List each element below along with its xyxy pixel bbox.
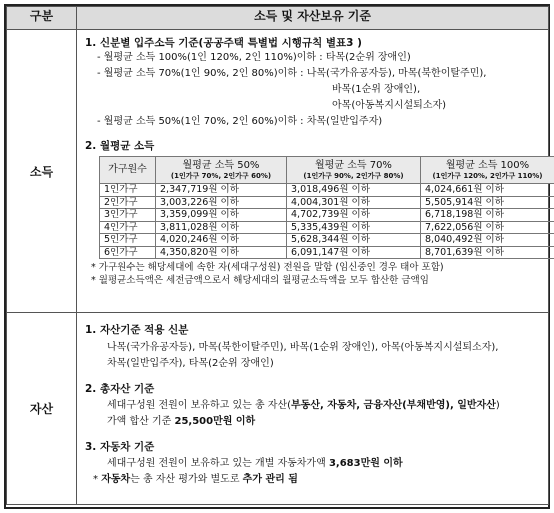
household-size: 4인가구 [100, 221, 156, 234]
income-line-4: 아목(아동복지시설퇴소자) [332, 100, 447, 111]
col-50-header: 월평균 소득 50% [182, 159, 260, 171]
asset-types: 부동산, 자동차, 금융자산(부채반영), 일반자산 [291, 400, 496, 411]
income-50: 3,359,099원 이하 [156, 209, 287, 222]
asset-s2-line-2 [85, 414, 548, 430]
income-label: 소득 [7, 30, 77, 313]
criteria-table [6, 6, 549, 505]
income-note-1: * 가구원수는 해당세대에 속한 자(세대구성원) 전원을 말함 (임신중인 경우 태아 포함) [91, 262, 444, 273]
monthly-income-header [100, 157, 554, 184]
income-70: 5,628,344원 이하 [287, 234, 421, 247]
col-100-header: 월평균 소득 100% [445, 159, 530, 171]
col-50-subheader: (1인가구 70%, 2인가구 60%) [170, 171, 272, 180]
table-row [100, 221, 554, 234]
income-50: 3,811,028원 이하 [156, 221, 287, 234]
income-100: 6,718,198원 이하 [421, 209, 554, 222]
household-size: 5인가구 [100, 234, 156, 247]
income-70: 4,004,301원 이하 [287, 196, 421, 209]
header-category: 구분 [7, 7, 77, 30]
monthly-income-table [99, 156, 554, 259]
income-100: 8,701,639원 이하 [421, 246, 554, 259]
income-50: 4,350,820원 이하 [156, 246, 287, 259]
note-star: * [93, 474, 102, 485]
table-row [100, 234, 554, 247]
income-100: 5,505,914원 이하 [421, 196, 554, 209]
asset-s2-sum-text: 가액 합산 기준 [107, 416, 175, 427]
asset-label: 자산 [7, 313, 77, 505]
asset-section3-title: 3. 자동차 기준 [85, 441, 155, 453]
asset-s2-close: ) [495, 400, 500, 411]
income-100: 4,024,661원 이하 [421, 184, 554, 197]
household-size: 2인가구 [100, 196, 156, 209]
asset-section1-title: 1. 자산기준 적용 신분 [85, 324, 189, 336]
total-asset-limit: 25,500만원 이하 [174, 416, 256, 427]
household-size: 6인가구 [100, 246, 156, 259]
income-note-2: * 월평균소득액은 세전금액으로서 해당세대의 월평균소득액을 모두 합산한 금액임 [91, 275, 429, 286]
income-50: 2,347,719원 이하 [156, 184, 287, 197]
income-line-2: - 월평균 소득 70%(1인 90%, 2인 80%)이하 : 나목(국가유공자등), 마목(북한이탈주민), [97, 68, 487, 79]
income-line-5: - 월평균 소득 50%(1인 70%, 2인 60%)이하 : 차목(일반입주자) [97, 116, 383, 127]
header-criteria: 소득 및 자산보유 기준 [77, 7, 549, 30]
table-row [100, 196, 554, 209]
asset-s2-text: 세대구성원 전원이 보유하고 있는 총 자산( [107, 400, 292, 411]
income-content [77, 30, 549, 313]
income-section2-title: 2. 월평균 소득 [85, 140, 155, 152]
income-70: 6,091,147원 이하 [287, 246, 421, 259]
asset-section2-title: 2. 총자산 기준 [85, 383, 155, 395]
income-50: 4,020,246원 이하 [156, 234, 287, 247]
income-line-3: 바목(1순위 장애인), [332, 84, 421, 95]
income-70: 4,702,739원 이하 [287, 209, 421, 222]
asset-s1-line-1: 나목(국가유공자등), 마목(북한이탈주민), 바목(1순위 장애인), 아목(아동복지시설퇴소자), [107, 342, 499, 353]
asset-s1-line-2: 차목(일반입주자), 타목(2순위 장애인) [107, 358, 274, 369]
household-size: 3인가구 [100, 209, 156, 222]
asset-content [77, 313, 549, 505]
income-70: 5,335,439원 이하 [287, 221, 421, 234]
note-vehicle: 자동차 [101, 474, 131, 485]
income-line-1: - 월평균 소득 100%(1인 120%, 2인 110%)이하 : 타목(2순위 장애인) [97, 52, 411, 63]
header-row [7, 7, 549, 30]
income-row [7, 30, 549, 313]
col-100-subheader: (1인가구 120%, 2인가구 110%) [432, 171, 543, 180]
income-100: 7,622,056원 이하 [421, 221, 554, 234]
income-70: 3,018,496원 이하 [287, 184, 421, 197]
income-100: 8,040,492원 이하 [421, 234, 554, 247]
income-section1-title: 1. 신분별 입주소득 기준(공공주택 특별법 시행규칙 별표3 ) [85, 37, 362, 49]
note-text: 는 총 자산 평가와 별도로 [130, 474, 243, 485]
asset-s3-note [85, 472, 548, 488]
asset-row [7, 313, 549, 505]
col-70-header: 월평균 소득 70% [315, 159, 392, 171]
asset-s2-line-1 [85, 398, 548, 414]
vehicle-text: 세대구성원 전원이 보유하고 있는 개별 자동차가액 [107, 458, 329, 469]
table-row [100, 209, 554, 222]
household-size-header: 가구원수 [108, 164, 147, 175]
asset-s3-line-1 [85, 456, 548, 472]
col-70-subheader: (1인가구 90%, 2인가구 80%) [303, 171, 404, 180]
household-size: 1인가구 [100, 184, 156, 197]
table-row [100, 184, 554, 197]
table-row [100, 246, 554, 259]
vehicle-limit: 3,683만원 이하 [328, 458, 403, 469]
note-extra: 추가 관리 됨 [242, 474, 298, 485]
income-50: 3,003,226원 이하 [156, 196, 287, 209]
